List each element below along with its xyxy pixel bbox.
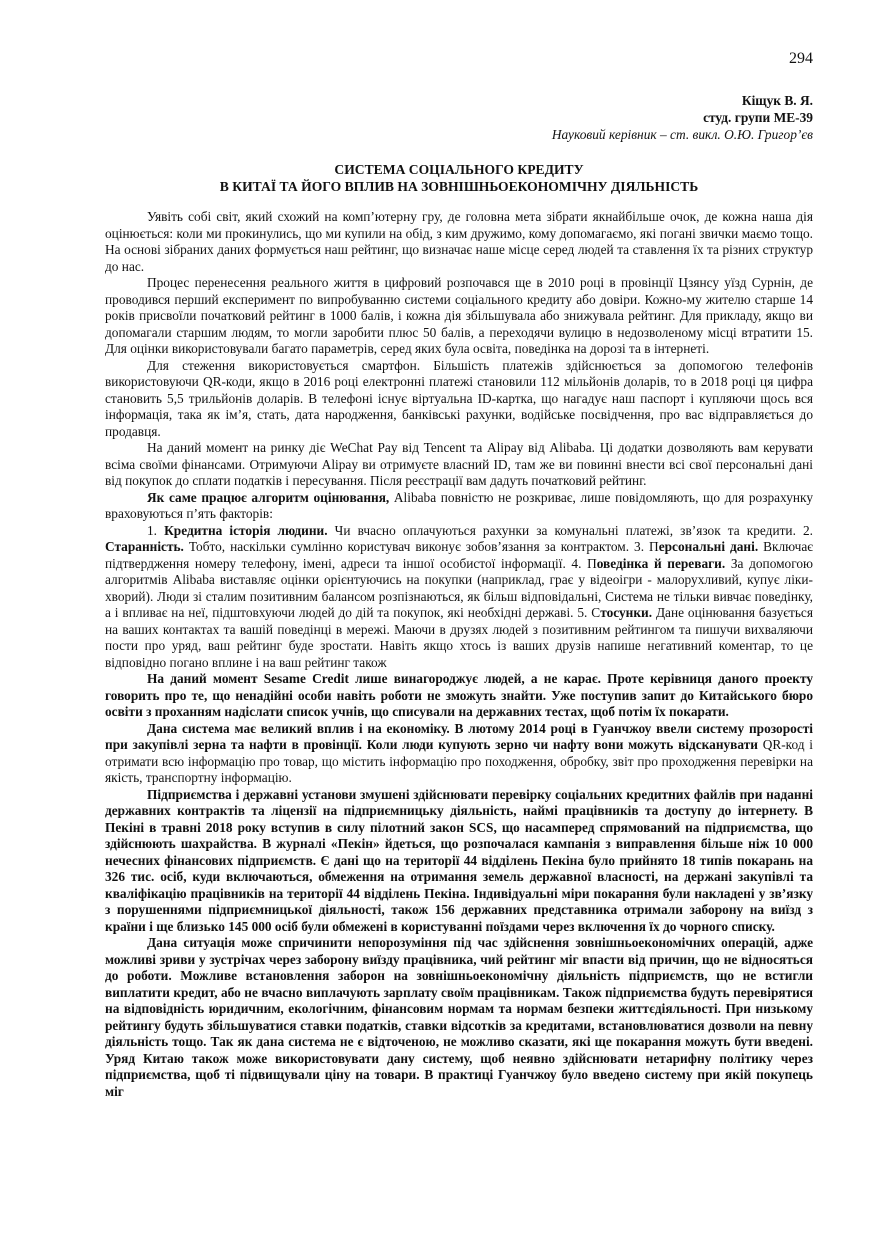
factor-behavior: оведінка й переваги. <box>596 555 726 571</box>
factor-4-text: За допомогою алгоритмів Alibaba виставляє оцінки орієнтуючись на покупки (наприклад, грає у відеоігри - малорухливий, купує ліки-хворий). Люди зі сталим позитивним балансом розпізнаються, як більш відповідальні, Система не тільки вивчає поведінку, а і впливає на неї, підштовхуючи людей до дій та покупок, які необхідні державі. 5. С <box>105 555 814 620</box>
paragraph-7: На даний момент Sesame Credit лише винагороджує людей, а не карає. Проте керівниця даного проекту говорить про те, що ненадійні особи навіть роботи не зможуть знайти. Уже поступив запит до Китайського бюро освіти з проханням надіслати список учнів, що списували на державних тестах, щоб потім їх покарати. <box>105 671 813 719</box>
author-group: студ. групи МЕ-39 <box>703 110 813 125</box>
factor-personal-data: ерсональні дані. <box>658 539 759 554</box>
factor-2-text: Тобто, наскільки сумлінно користувач виконує зобов’язання за контрактом. 3. П <box>183 539 659 554</box>
paragraph-8 <box>105 721 813 787</box>
article-title <box>105 161 813 195</box>
factor-credit-history: Кредитна історія людини. <box>164 522 328 538</box>
paragraph-1: Уявіть собі світ, який схожий на комп’ютерну гру, де головна мета зібрати якнайбільше очок, де кожна наша дія оцінюється: коли ми прокинулись, що ми купили на обід, з ким дружимо, кому допомагаємо, які погані звички маємо тощо. На основі зібраних даних формується наш рейтинг, що визначає наше місце серед людей та ставлення їх та різних структур до нас. <box>105 209 813 274</box>
factor-5-text: Дане оцінювання базується на ваших контактах та вашій поведінці в мережі. Маючи в друзях людей з позитивним рейтингом та пишучи вихваляючи пости про уряд, ваш рейтинг буде зростати. Навіть якщо хтось із ваших друзів напише негативний коментар, то це відповідно погано вплине і на ваш рейтинг також <box>105 605 813 670</box>
page-number: 294 <box>789 50 813 67</box>
paragraph-5-bold: Як саме працює алгоритм оцінювання, <box>147 489 390 505</box>
author-block <box>552 92 813 143</box>
factor-3-text: Включає підтвердження номеру телефону, імені, адреси та іншої особистої інформації. 4. П <box>105 539 814 571</box>
factor-1-text: Чи вчасно оплачуються рахунки за комунальні платежі, зв’язок та кредити. 2. <box>327 522 814 538</box>
scientific-advisor: Науковий керівник – ст. викл. О.Ю. Григор’єв <box>551 127 813 142</box>
paragraph-5-text: Alibaba повністю не розкриває, лише повідомляють, що для розрахунку враховуються п’ять факторів: <box>105 489 813 521</box>
paragraph-4: На даний момент на ринку діє WeChat Pay від Tencent та Alipay від Alibaba. Ці додатки дозволяють вам керувати всіма своїми фінансами. Отримуючи Alipay ви отримуєте власний ID, там же ви повинні внести всі свої персональні дані від покупок до сплати податків і пересування. Після реєстрації вам дадуть початковий рейтинг. <box>105 440 813 488</box>
paragraph-3: Для стеження використовується смартфон. Більшість платежів здійснюється за допомогою телефонів використовуючи QR-коди, якщо в 2016 році електронні платежі становили 112 мільйонів доларів, то в 2018 році ця цифра становить 5,5 трильйонів доларів. В телефоні існує віртуальна ID-картка, що нагадує наш паспорт і купляючи щось вся інформація, така як ім’я, стать, дата народження, банківські рахунки, водійське посвідчення, про вас відправляється до продавця. <box>105 357 813 439</box>
paragraph-2: Процес перенесення реального життя в цифровий розпочався ще в 2010 році в провінції Цзянсу уїзд Сурнін, де проводився перший експеримент по випробуванню системи соціального кредиту або довіри. Кожно-му жителю старше 14 років присвоїли початковий рейтинг в 1000 балів, і кожна дія збільшувала або знижувала рейтинг. Для прикладу, якщо ви допомагали старшим людям, то могли заробити плюс 50 балів, а переходячи вулицю в недозволеному місці втратити 15. Для оцінки використовували багато параметрів, серед яких була освіта, поведінка на дорозі та в інтернеті. <box>105 275 813 356</box>
author-name: Кіщук В. Я. <box>741 93 813 108</box>
title-line-1: СИСТЕМА СОЦІАЛЬНОГО КРЕДИТУ <box>334 162 584 177</box>
paragraph-9: Підприємства і державні установи змушені здійснювати перевірку соціальних кредитних файлів при наданні державних контрактів та ліцензії на підприємницьку діяльність, наймі працівників та доступу до інтернету. В Пекіні в травні 2018 року вступив в силу пілотний закон SCS, що насамперед спрямований на підприємства, що здійснюють шахрайства. В журналі «Пекін» йдеться, що розпочалася кампанія з виправлення більше ніж 10 000 нечесних фінансових підприємств. Є дані що на території 44 відділень Пекіна було прийнято 18 типів покарань на 326 тис. осіб, куди включаються, обмеження на отримання земель державної власності, на держані закупівлі та кваліфікацію працівників на території 44 відділень Пекіна. Індивідуальні міри покарання були накладені у зв’язку з порушеннями підприємницької діяльності, також 156 державних представника отримали заборону на виїзд з країни і ще близько 145 000 осіб були обмежені в користуванні поїздами через включення їх до чорного списку. <box>105 786 813 934</box>
paragraph-8-bold: Дана система має великий вплив і на економіку. В лютому 2014 році в Гуанчжоу ввели систему прозорості при закупівлі зерна та нафти в провінції. Коли люди купують зерно чи нафту вони можуть відсканувати <box>105 720 813 752</box>
factor-relations: тосунки. <box>600 605 653 620</box>
paragraph-10: Дана ситуація може спричинити непорозуміння під час здійснення зовнішньоекономічних операцій, адже можливі зриви у зустрічах через заборону виїзду працівника, чий рейтинг міг впасти від причин, що не відносяться до роботи. Можливе встановлення заборон на зовнішньоекономічну діяльність підприємств, що не встигли виплатити кредит, або не вчасно виплачують зарплату своїм працівникам. Також підприємства будуть перевірятися на відповідність юридичним, екологічним, фінансовим нормам та нормам безпеки життєдіяльності. При низькому рейтингу будуть збільшуватися ставки податків, ставки відсотків за кредитами, встановлюватися дозволи на певну діяльність тощо. Так як дана система не є відточеною, не можливо сказати, які ще покарання можуть бути введені. Уряд Китаю також може використовувати дану систему, щоб неявно здійснювати нетарифну політику через підприємства, щоб ті підвищували ціну на товари. В практиці Гуанчжоу було введено систему при якій покупець міг <box>105 935 813 1099</box>
title-line-2: В КИТАЇ ТА ЙОГО ВПЛИВ НА ЗОВНІШНЬОЕКОНОМІЧНУ ДІЯЛЬНІСТЬ <box>219 179 699 194</box>
factor-diligence: Старанність. <box>105 539 184 554</box>
paragraph-5 <box>105 490 813 523</box>
factor-1-number: 1. <box>147 522 165 538</box>
paragraph-6 <box>105 523 813 672</box>
article-body <box>105 209 813 1100</box>
paragraph-8-text: QR-код і отримати всю інформацію про товар, що містить інформацію про походження, обробку, звіт про проходження перевірки на якість, транспортну інформацію. <box>105 737 814 785</box>
